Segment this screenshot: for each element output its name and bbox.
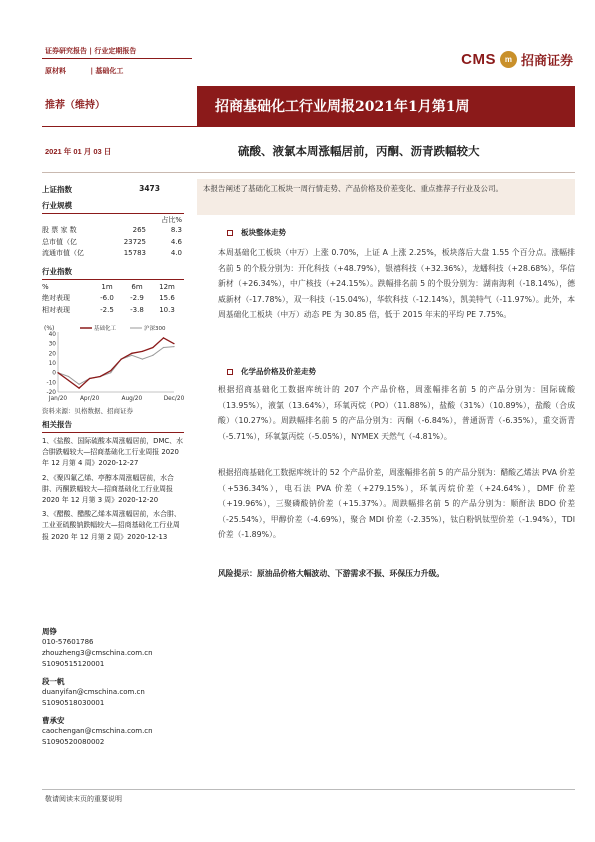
index-label: 上证指数 bbox=[42, 185, 72, 194]
legend-label: 基础化工 bbox=[94, 326, 117, 332]
series-point bbox=[131, 353, 132, 354]
scale-table bbox=[42, 225, 184, 260]
x-tick-label: Aug/20 bbox=[121, 396, 143, 402]
analyst-list bbox=[42, 626, 184, 754]
perf-header-cell: 1m bbox=[101, 282, 113, 291]
analyst-name: 曹承安 bbox=[42, 716, 65, 725]
series-point bbox=[78, 388, 79, 389]
section-paragraph: 根据招商基础化工数据库统计的 52 个产品价差，周涨幅排名前 5 的产品分别为：醋酸乙烯法 PVA 价差（+536.34%），电石法 PVA 价差（+279.15%），环氧丙烷价差（+24.64%），DMF 价差（+19.96%），三聚磷酸钠价差（+15.37%）。周跌幅排名前 5 的产品分别为：顺酐法 BDO 价差（-25.54%），甲醇价差（-4.69%），聚合 MDI 价差（-2.35%），钛白粉钒钛型价差（-1.94%），TDI 价差（-1.89%）。 bbox=[218, 468, 575, 539]
analyst bbox=[42, 715, 184, 748]
scale-title: 行业规模 bbox=[42, 201, 72, 210]
series-point bbox=[78, 384, 79, 385]
square-bullet-icon bbox=[227, 369, 233, 375]
legend-label: 沪深300 bbox=[144, 326, 166, 332]
rating: 推荐（维持） bbox=[45, 100, 105, 111]
analyst-cert: S1090520080002 bbox=[42, 738, 105, 746]
section-title: 板块整体走势 bbox=[241, 228, 286, 237]
related-reports bbox=[42, 419, 184, 546]
scale-pct: 4.6 bbox=[170, 237, 182, 246]
analyst-cert: S1090515120001 bbox=[42, 660, 105, 668]
scale-label: 流通市值（亿 bbox=[42, 249, 84, 257]
section-heading bbox=[227, 227, 286, 238]
series-point bbox=[173, 346, 174, 347]
x-tick-label: Jan/20 bbox=[48, 396, 68, 402]
series-point bbox=[121, 359, 122, 360]
perf-value: -6.0 bbox=[100, 294, 114, 302]
report-type: 证券研究报告 | 行业定期报告 bbox=[45, 47, 137, 55]
section-paragraph: 本周基础化工板块（中万）上涨 0.70%，上证 A 上涨 2.25%，板块落后大盘 1.55 个百分点。涨幅排名前 5 的个股分别为：开化科技（+48.79%），银禧科技（+32.36%），龙蟠科技（+28.68%），华信新材（+26.34%），中广核技（+24.15%）。跌幅排名前 5 的个股分别为：湖南海利（-18.14%），德威新材（-17.78%），双一科技（-15.04%），华软科技（-12.14%），凯美特气（-11.97%）。此外，本周基础化工板块（中万）动态 PE 为 30.85 倍，低于 2015 年末的平均 PE 7.75%。 bbox=[218, 248, 575, 319]
report-title: 招商基础化工行业周报2021年1月第1周 bbox=[197, 86, 575, 126]
logo-cn: 招商证券 bbox=[520, 54, 573, 69]
logo-text: CMS bbox=[461, 51, 496, 68]
scale-value: 265 bbox=[132, 226, 146, 234]
report-subtitle: 硫酸、液氯本周涨幅居前，丙酮、沥青跌幅较大 bbox=[238, 144, 480, 158]
series-point bbox=[163, 347, 164, 348]
analyst-email: zhouzheng3@cmschina.com.cn bbox=[42, 649, 153, 657]
analyst-phone: 010-57601786 bbox=[42, 638, 94, 646]
series-point bbox=[131, 355, 132, 356]
summary-box: 本报告阐述了基础化工板块一周行情走势、产品价格及价差变化、重点推荐子行业及公司。 bbox=[197, 179, 575, 215]
perf-value: 10.3 bbox=[159, 305, 175, 314]
index-row bbox=[42, 184, 160, 195]
y-tick-label: 20 bbox=[48, 351, 56, 358]
series-point bbox=[142, 351, 143, 352]
series-point bbox=[110, 370, 111, 371]
related-report-item: 2、《聚四氟乙烯、亭醇本周涨幅居前，水合肼、丙酮跌幅较大—招商基础化工行业周报 2020 年 12 月第 3 周》2020-12-20 bbox=[42, 473, 174, 505]
sector-primary: 原材料 bbox=[45, 67, 66, 75]
series-point bbox=[142, 359, 143, 360]
related-report-item: 1、《盐酸、国际硫酸本周涨幅居前，DMC、水合肼跌幅较大—招商基础化工行业周报 2020 年 12 月第 4 周》2020-12-27 bbox=[42, 437, 184, 468]
analyst-email: caochengan@cmschina.com.cn bbox=[42, 727, 153, 735]
logo-mark-icon: m bbox=[500, 51, 517, 68]
scale-col-header: 占比% bbox=[161, 216, 182, 224]
scale-value: 15783 bbox=[123, 249, 146, 257]
perf-row bbox=[42, 305, 184, 317]
index-value: 3473 bbox=[139, 184, 160, 193]
scale-label: 总市值（亿 bbox=[42, 237, 77, 246]
scale-pct: 8.3 bbox=[170, 226, 182, 234]
perf-value: -3.8 bbox=[130, 305, 144, 314]
scale-rule bbox=[42, 213, 184, 214]
series-point bbox=[68, 376, 69, 377]
series-line-chemical bbox=[58, 338, 174, 388]
related-report-item: 3、《醋酸、醋酸乙烯本周涨幅居前，水合肼、工业亚硫酸钠跌幅较大—招商基础化工行业周报 2020 年 12 月第 2 周》2020-12-13 bbox=[42, 510, 181, 541]
perf-label: 绝对表现 bbox=[42, 294, 70, 302]
analyst bbox=[42, 626, 184, 670]
perf-value: 15.6 bbox=[159, 294, 175, 302]
y-tick-label: -20 bbox=[46, 390, 56, 396]
chart-unit-label: (%) bbox=[44, 325, 55, 332]
footer-rule bbox=[42, 789, 575, 790]
y-tick-label: 30 bbox=[48, 341, 56, 348]
related-rule bbox=[42, 432, 184, 433]
analyst-email: duanyifan@cmschina.com.cn bbox=[42, 688, 145, 696]
series-point bbox=[100, 376, 101, 377]
scale-row bbox=[42, 237, 184, 249]
perf-value: -2.9 bbox=[130, 294, 144, 302]
analyst-name: 周铮 bbox=[42, 627, 57, 636]
header-divider bbox=[42, 58, 192, 59]
chart-source: 资料来源：贝格数据、招商证券 bbox=[42, 407, 133, 415]
series-point bbox=[68, 380, 69, 381]
analyst bbox=[42, 676, 184, 709]
x-tick-label: Apr/20 bbox=[79, 396, 100, 402]
perf-header-cell: 12m bbox=[159, 282, 175, 291]
y-tick-label: -10 bbox=[46, 380, 56, 387]
related-list bbox=[42, 436, 184, 543]
y-tick-label: 40 bbox=[48, 332, 56, 338]
related-title: 相关报告 bbox=[42, 420, 72, 429]
report-date: 2021 年 01 月 03 日 bbox=[45, 147, 112, 156]
sector-label bbox=[45, 66, 123, 76]
perf-header-cell: % bbox=[42, 282, 49, 291]
series-point bbox=[173, 343, 174, 344]
y-tick-label: 0 bbox=[52, 370, 56, 377]
perf-header-cell: 6m bbox=[131, 282, 143, 291]
perf-value: -2.5 bbox=[100, 305, 114, 314]
perf-row bbox=[42, 293, 184, 305]
y-tick-label: 10 bbox=[48, 361, 56, 367]
x-tick-label: Dec/20 bbox=[163, 396, 184, 402]
risk-warning: 风险提示：原油品价格大幅波动、下游需求不振、环保压力升级。 bbox=[218, 569, 445, 578]
scale-value: 23725 bbox=[123, 237, 146, 246]
scale-label: 股 票 家 数 bbox=[42, 226, 77, 234]
series-point bbox=[152, 355, 153, 356]
cms-logo bbox=[461, 50, 573, 69]
scale-row bbox=[42, 248, 184, 260]
footer-note: 敬请阅读末页的重要说明 bbox=[45, 795, 122, 803]
section-heading bbox=[227, 366, 316, 377]
sidebar bbox=[42, 184, 184, 316]
analyst-cert: S1090518030001 bbox=[42, 699, 105, 707]
section-title: 化学品价格及价差走势 bbox=[241, 367, 316, 376]
sector-secondary: | 基础化工 bbox=[90, 67, 124, 75]
series-point bbox=[110, 372, 111, 373]
analyst-name: 段一帆 bbox=[42, 677, 65, 686]
series-point bbox=[152, 347, 153, 348]
series-point bbox=[89, 378, 90, 379]
perf-rule bbox=[42, 279, 184, 280]
perf-title: 行业指数 bbox=[42, 266, 72, 276]
perf-label: 相对表现 bbox=[42, 305, 70, 314]
perf-header-row bbox=[42, 282, 184, 294]
title-rule bbox=[42, 126, 575, 127]
subtitle-rule bbox=[42, 172, 575, 173]
section-paragraph: 根据招商基础化工数据库统计的 207 个产品价格，周涨幅排名前 5 的产品分别为：国际硫酸（13.95%），液氯（13.64%），环氧丙烷（PO）（11.88%），盐酸（31%）（10.89%），盐酸（合成酸）（10.27%）。周跌幅排名前 5 的产品分别为：丙酮（-6.84%），普通沥青（-6.35%），重交沥青（-5.71%），环氧氯丙烷（-5.05%），NYMEX 天然气（-4.81%）。 bbox=[218, 385, 575, 441]
series-point bbox=[57, 372, 58, 373]
index-performance-chart bbox=[42, 322, 184, 404]
series-point bbox=[163, 337, 164, 338]
square-bullet-icon bbox=[227, 230, 233, 236]
scale-row bbox=[42, 225, 184, 237]
perf-table bbox=[42, 282, 184, 317]
scale-pct: 4.0 bbox=[170, 249, 182, 257]
